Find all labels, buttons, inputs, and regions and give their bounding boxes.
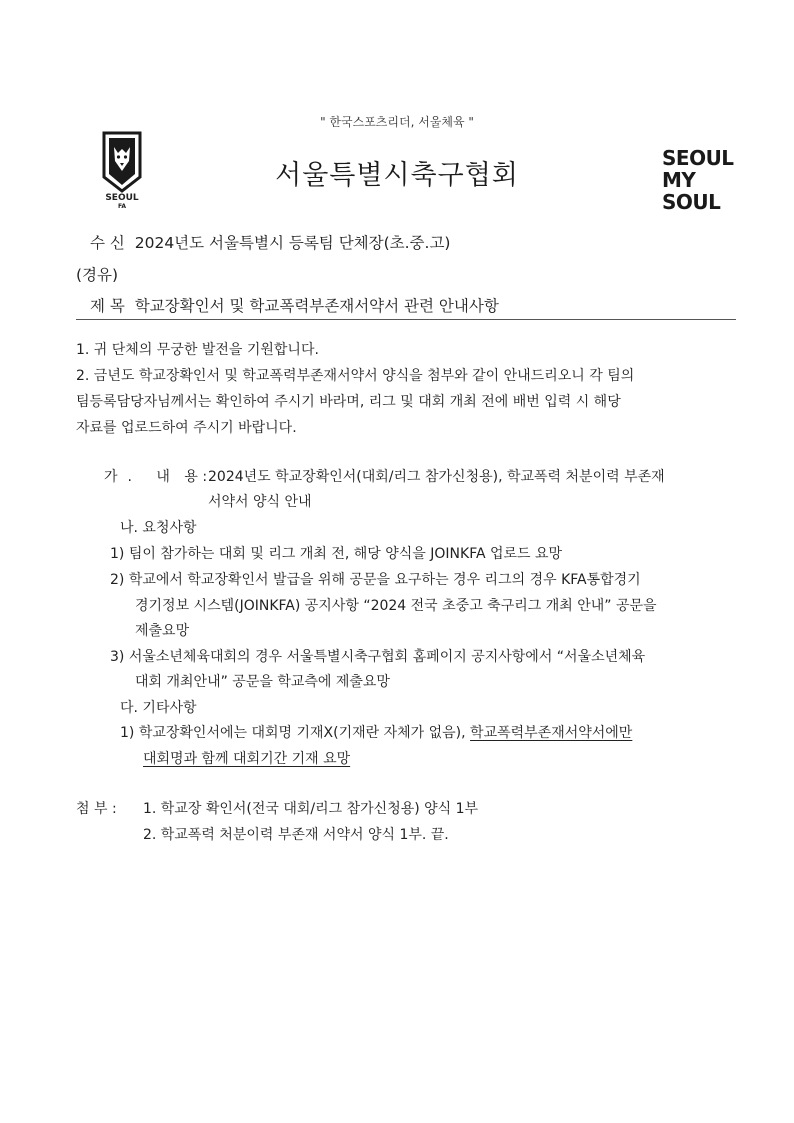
item-ga-line-1: 2024년도 학교장확인서(대회/리그 참가신청용), 학교폭력 처분이력 부존재: [208, 469, 665, 485]
paragraph-2-line-1: 2. 금년도 학교장확인서 및 학교폭력부존재서약서 양식을 첨부와 같이 안내드리오니 각 팀의: [76, 368, 635, 384]
paragraph-2-line-3: 자료를 업로드하여 주시기 바랍니다.: [76, 420, 297, 436]
item-na-3-line-2: 대회 개최안내” 공문을 학교측에 제출요망: [135, 674, 390, 690]
item-na-2-line-3: 제출요망: [135, 623, 190, 639]
seoul-logo-line2: MY SOUL: [662, 168, 721, 214]
subject-value: 학교장확인서 및 학교폭력부존재서약서 관련 안내사항: [134, 297, 499, 315]
via-line: (경유): [76, 266, 119, 284]
emphasis-text: 학교폭력부존재서약서에만: [470, 725, 633, 741]
paragraph-1: 1. 귀 단체의 무궁한 발전을 기원합니다.: [76, 342, 319, 358]
recipient-line: [90, 231, 450, 253]
recipient-value: 2024년도 서울특별시 등록팀 단체장(초.중.고): [134, 234, 451, 252]
paragraph-2-line-2: 팀등록담당자님께서는 확인하여 주시기 바라며, 리그 및 대회 개최 전에 배번 입력 시 해당: [76, 394, 621, 410]
item-da-1-line-2: 대회명과 함께 대회기간 기재 요망: [143, 751, 351, 767]
item-ga-label: 가. 내 용 :: [104, 469, 208, 485]
item-da-1-line-1: 1) 학교장확인서에는 대회명 기재X(기재란 자체가 없음), 학교폭력부존재서약서에만: [120, 725, 633, 741]
seoul-my-soul-logo: [662, 146, 738, 214]
recipient-label: 수 신: [90, 234, 125, 252]
item-na-1: 1) 팀이 참가하는 대회 및 리그 개최 전, 해당 양식을 JOINKFA 업로드 요망: [110, 546, 563, 562]
subject-label: 제 목: [90, 297, 125, 315]
attachment-1: 1. 학교장 확인서(전국 대회/리그 참가신청용) 양식 1부: [143, 801, 479, 817]
attachment-2: 2. 학교폭력 처분이력 부존재 서약서 양식 1부. 끝.: [143, 827, 449, 843]
item-na-2-line-1: 2) 학교에서 학교장확인서 발급을 위해 공문을 요구하는 경우 리그의 경우 KFA통합경기: [110, 572, 641, 588]
fa-logo-text: SEOUL: [105, 193, 139, 203]
item-ga-line-2: 서약서 양식 안내: [208, 494, 312, 510]
item-na-3-line-1: 3) 서울소년체육대회의 경우 서울특별시축구협회 홈페이지 공지사항에서 “서울소년체육: [110, 649, 646, 665]
organization-name: 서울특별시축구협회: [275, 160, 519, 191]
header-divider: [76, 319, 736, 320]
seoul-logo-line1: SEOUL: [662, 146, 734, 170]
item-da-heading: 다. 기타사항: [120, 700, 197, 716]
item-na-heading: 나. 요청사항: [120, 520, 197, 536]
fa-logo-subtext: FA: [117, 203, 127, 210]
slogan: " 한국스포츠리더, 서울체육 ": [320, 115, 474, 129]
attachment-label: 첨 부 :: [76, 801, 117, 817]
item-na-2-line-2: 경기정보 시스템(JOINKFA) 공지사항 “2024 전국 초중고 축구리그 개최 안내” 공문을: [135, 598, 657, 614]
subject-line: [90, 294, 499, 316]
